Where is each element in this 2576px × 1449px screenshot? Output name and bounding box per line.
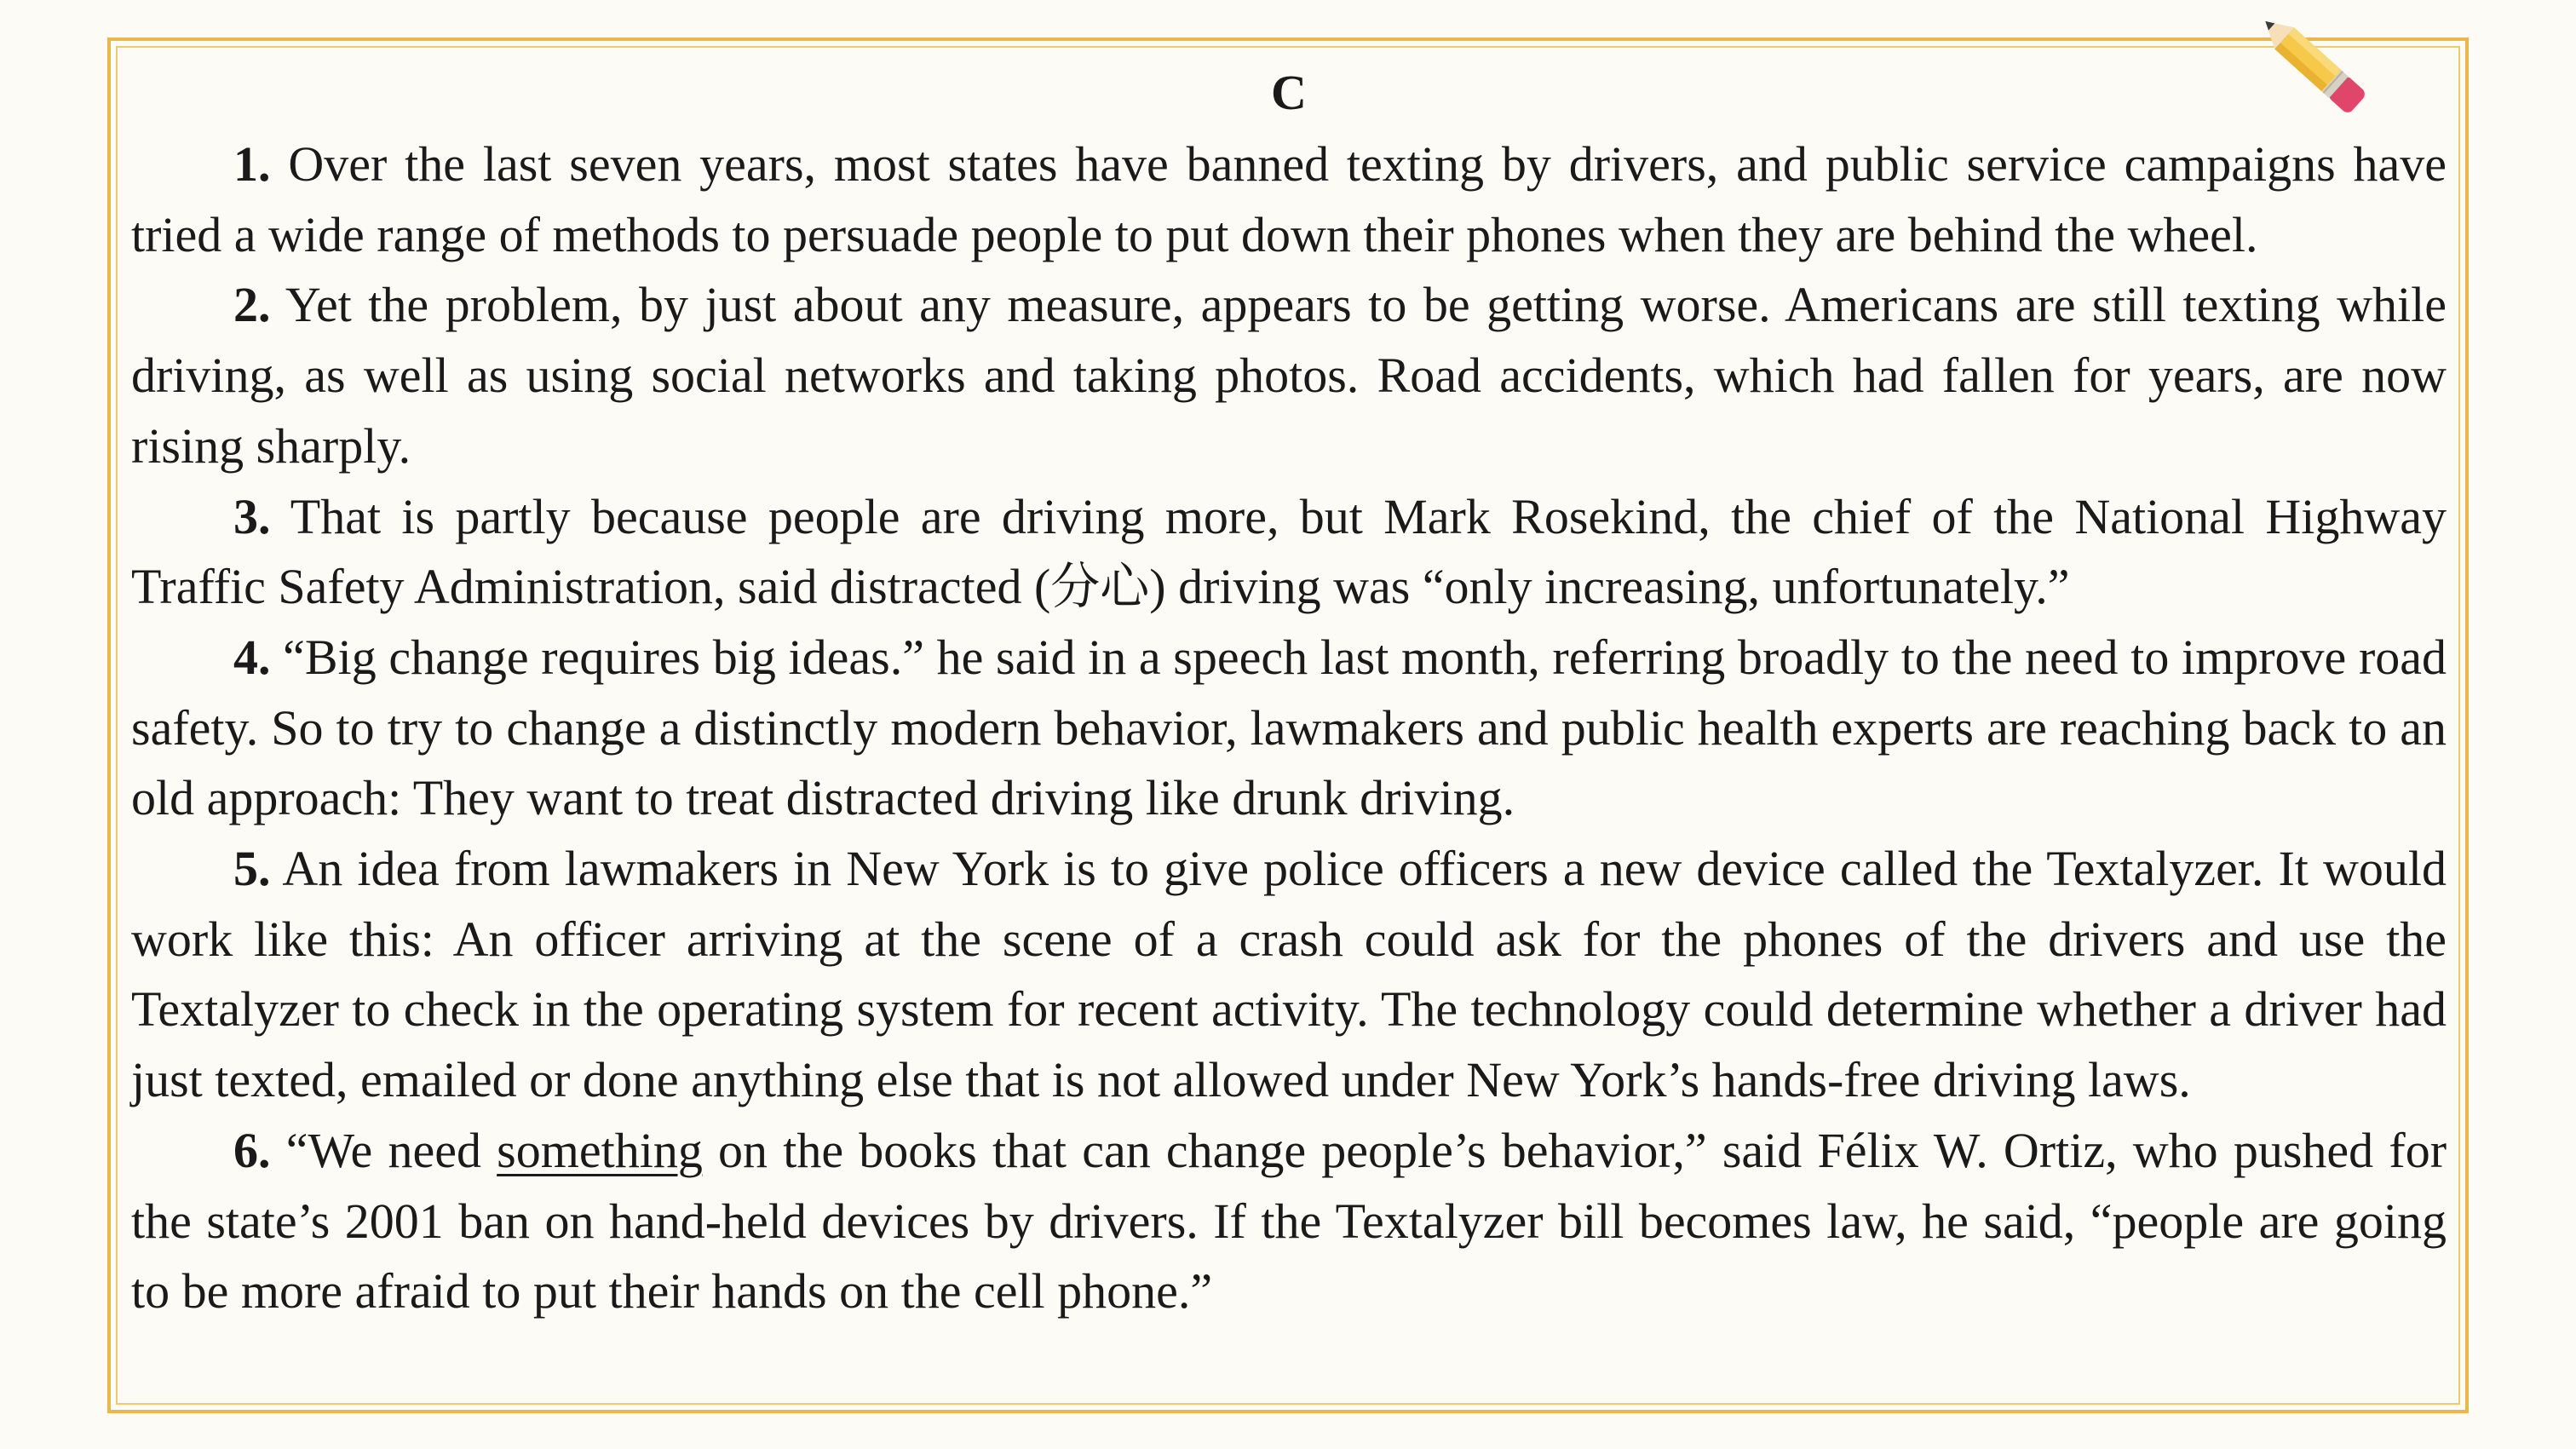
paragraph-number: 4. <box>233 629 271 685</box>
passage-content <box>131 58 2447 1327</box>
paragraph-text: That is partly because people are driving more, but Mark Rosekind, the chief of the National Highway Traffic Safety Administration, said distracted (分心) driving was “only increasing, unfortunately.” <box>131 488 2447 615</box>
passage-heading: C <box>1271 65 1307 120</box>
paragraph-3 <box>131 482 2447 623</box>
paragraph-text: Over the last seven years, most states have banned texting by drivers, and public service campaigns have tried a wide range of methods to persuade people to put down their phones when they are behind the wheel. <box>131 136 2447 262</box>
paragraph-6 <box>131 1116 2447 1327</box>
paragraph-number: 2. <box>233 277 271 333</box>
paragraph-number: 1. <box>233 136 271 192</box>
paragraph-text: “Big change requires big ideas.” he said in a speech last month, referring broadly to the need to improve road safety. So to try to change a distinctly modern behavior, lawmakers and public health experts are reaching back to an old approach: They want to treat distracted driving like drunk driving. <box>131 629 2447 826</box>
paragraph-text-before: “We need <box>285 1122 497 1178</box>
paragraph-number: 6. <box>233 1122 271 1178</box>
paragraph-2 <box>131 270 2447 481</box>
paragraph-4 <box>131 623 2447 834</box>
paragraph-number: 3. <box>233 488 271 544</box>
paragraph-text: Yet the problem, by just about any measure, appears to be getting worse. Americans are still texting while driving, as well as using social networks and taking photos. Road accidents, which had fallen for years, are now rising sharply. <box>131 277 2447 474</box>
underlined-word: something <box>497 1122 703 1178</box>
paragraph-1 <box>131 129 2447 270</box>
paragraph-text-after: on the books that can change people’s behavior,” said Félix W. Ortiz, who pushed for the state’s 2001 ban on hand-held devices by drivers. If the Textalyzer bill becomes law, he said, “people are going to be more afraid to put their hands on the cell phone.” <box>131 1122 2447 1320</box>
paragraph-text: An idea from lawmakers in New York is to give police officers a new device called the Textalyzer. It would work like this: An officer arriving at the scene of a crash could ask for the phones of the drivers and use the Textalyzer to check in the operating system for recent activity. The technology could determine whether a driver had just texted, emailed or done anything else that is not allowed under New York’s hands-free driving laws. <box>131 841 2447 1108</box>
paragraph-5 <box>131 834 2447 1116</box>
paragraph-number: 5. <box>233 841 271 897</box>
